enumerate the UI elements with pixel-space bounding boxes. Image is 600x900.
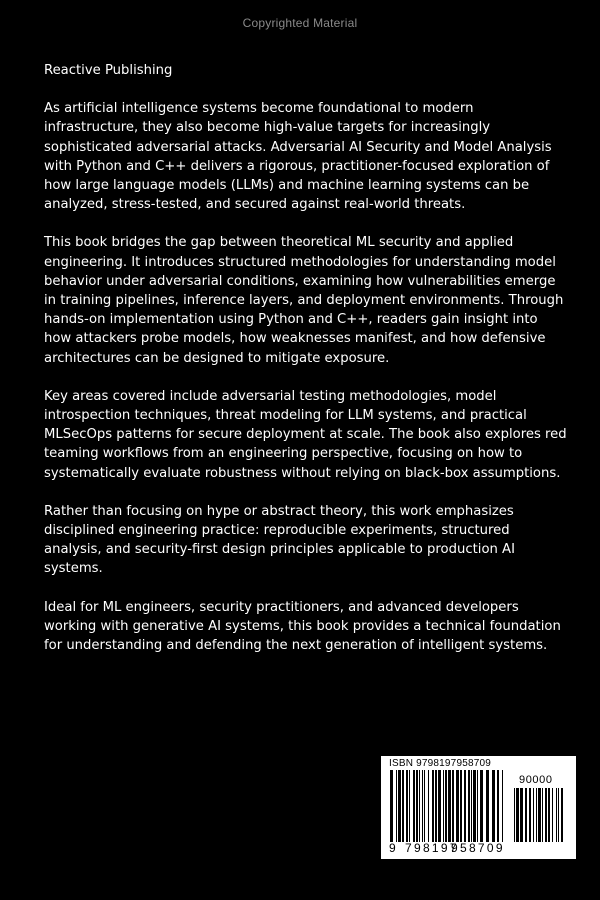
price-bar-5 bbox=[533, 788, 534, 842]
isbn-bar-14 bbox=[438, 770, 441, 842]
description-paragraph-1: As artificial intelligence systems become foundational to modern infrastructure, they also become high-value targets for increasingly sophisticated adversarial attacks. Adversarial AI Security and Model Analysis with Python and C++ delivers a rigorous, practitioner-focused exploration of how large language models (LLMs) and machine learning systems can be analyzed, stress-tested, and secured against real-world threats. bbox=[44, 101, 552, 213]
isbn-bar-21 bbox=[464, 770, 466, 842]
isbn-bar-19 bbox=[456, 770, 459, 842]
isbn-bar-20 bbox=[460, 770, 462, 842]
isbn-bar-0 bbox=[390, 770, 393, 842]
description-paragraph-3: Key areas covered include adversarial testing methodologies, model introspection techniques, threat modeling for LLM systems, and practical MLSecOps patterns for secure deployment at scale. The book also explores red teaming workflows from an engineering perspective, focusing on how to systematically evaluate robustness without relying on black-box assumptions. bbox=[44, 388, 567, 481]
price-bar-13 bbox=[558, 788, 559, 842]
isbn-bar-3 bbox=[402, 770, 404, 842]
price-bar-3 bbox=[525, 788, 527, 842]
isbn-bar-27 bbox=[486, 770, 489, 842]
description-paragraph-4: Rather than focusing on hype or abstract theory, this work emphasizes disciplined engineering practice: reproducible experiments, structured analysis, and security-first design principles applicable to production AI systems. bbox=[44, 503, 515, 577]
isbn-bar-26 bbox=[480, 770, 483, 842]
publisher-name: Reactive Publishing bbox=[44, 63, 173, 78]
isbn-bar-25 bbox=[477, 770, 478, 842]
price-bar-2 bbox=[520, 788, 523, 842]
price-bar-0 bbox=[514, 788, 515, 842]
isbn-bar-5 bbox=[409, 770, 410, 842]
isbn-bar-10 bbox=[424, 770, 425, 842]
isbn-bar-30 bbox=[502, 770, 503, 842]
price-bar-11 bbox=[552, 788, 553, 842]
price-bar-10 bbox=[548, 788, 550, 842]
isbn-bar-28 bbox=[492, 770, 495, 842]
isbn-bar-15 bbox=[443, 770, 444, 842]
isbn-bar-12 bbox=[432, 770, 434, 842]
isbn-bar-13 bbox=[435, 770, 437, 842]
price-bar-14 bbox=[561, 788, 563, 842]
barcode-lead-digit: 9 bbox=[389, 841, 396, 855]
price-bar-12 bbox=[556, 788, 557, 842]
description-paragraph-5: Ideal for ML engineers, security practitioners, and advanced developers working with generative AI systems, this book provides a technical foundation for understanding and defending the next generation of intelligent systems. bbox=[44, 599, 561, 654]
isbn-bar-6 bbox=[413, 770, 415, 842]
isbn-bar-2 bbox=[398, 770, 401, 842]
copyright-watermark-top: Copyrighted Material bbox=[242, 16, 358, 30]
isbn-bar-4 bbox=[406, 770, 408, 842]
isbn-bar-29 bbox=[497, 770, 499, 842]
price-bar-7 bbox=[538, 788, 541, 842]
price-bar-1 bbox=[516, 788, 519, 842]
isbn-bar-23 bbox=[471, 770, 472, 842]
price-bar-9 bbox=[545, 788, 547, 842]
isbn-bar-22 bbox=[468, 770, 470, 842]
price-bar-8 bbox=[542, 788, 543, 842]
price-code: 90000 bbox=[519, 774, 553, 786]
isbn-bar-1 bbox=[396, 770, 397, 842]
price-bar-6 bbox=[536, 788, 537, 842]
isbn-bar-17 bbox=[448, 770, 451, 842]
isbn-barcode bbox=[381, 756, 576, 859]
isbn-bar-9 bbox=[422, 770, 423, 842]
back-cover-text bbox=[44, 61, 568, 674]
isbn-bar-24 bbox=[473, 770, 476, 842]
price-bar-4 bbox=[529, 788, 531, 842]
barcode-digits bbox=[381, 841, 576, 857]
barcode-right-digits: 958709 bbox=[451, 841, 505, 855]
isbn-bar-11 bbox=[428, 770, 429, 842]
isbn-bar-8 bbox=[419, 770, 420, 842]
isbn-label: ISBN 9798197958709 bbox=[389, 758, 492, 769]
isbn-bar-7 bbox=[416, 770, 418, 842]
barcode-left-digits: 798197 bbox=[405, 841, 459, 855]
description-paragraph-2: This book bridges the gap between theoretical ML security and applied engineering. It introduces structured methodologies for understanding model behavior under adversarial conditions, examining how vulnerabilities emerge in training pipelines, inference layers, and deployment environments. Through hands-on implementation using Python and C++, readers gain insight into how attackers probe models, how weaknesses manifest, and how defensive architectures can be designed to mitigate exposure. bbox=[44, 235, 564, 366]
isbn-bar-16 bbox=[445, 770, 447, 842]
isbn-bar-18 bbox=[452, 770, 454, 842]
